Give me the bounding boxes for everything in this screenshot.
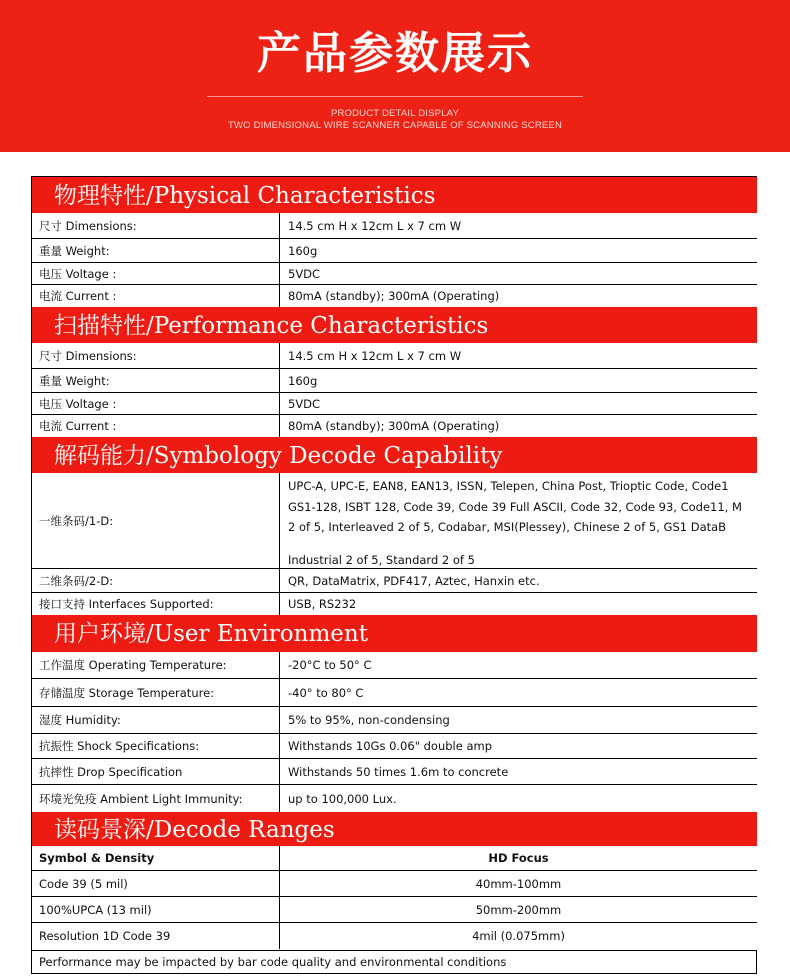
table-row [32,707,757,734]
row-value: 50mm-200mm [475,902,562,917]
symbology-line: Industrial 2 of 5, Standard 2 of 5 [288,552,475,567]
row-value: 5VDC [288,266,321,281]
row-label: 尺寸 Dimensions: [32,343,280,368]
symbology-line: GS1-128, ISBT 128, Code 39, Code 39 Full ASCII, Code 32, Code 93, Code11, M [288,499,742,514]
row-label: 电流 Current : [32,415,280,437]
row-label: 湿度 Humidity: [32,707,280,733]
table-row [32,415,757,437]
section-heading-symbology: 解码能力/Symbology Decode Capability [32,437,757,473]
row-value: 40mm-100mm [475,876,562,891]
table-row [32,369,757,393]
row-value: 4mil (0.075mm) [472,929,565,943]
column-header: HD Focus [488,851,549,865]
row-label: 电压 Voltage : [32,393,280,414]
table-row [32,897,757,923]
row-value: 14.5 cm H x 12cm L x 7 cm W [288,348,462,363]
row-label: Code 39 (5 mil) [32,871,280,896]
row-value: Withstands 10Gs 0.06" double amp [288,739,493,753]
header-banner [0,0,790,152]
table-row [32,393,757,415]
row-label: 重量 Weight: [32,239,280,262]
spacer [288,538,757,550]
table-row [32,343,757,369]
row-value: 14.5 cm H x 12cm L x 7 cm W [288,218,462,233]
row-value: USB, RS232 [288,597,357,611]
row-label: Resolution 1D Code 39 [32,923,280,949]
table-row [32,473,757,569]
row-value: Withstands 50 times 1.6m to concrete [288,764,509,779]
banner-subtitle-1: PRODUCT DETAIL DISPLAY [330,108,460,119]
banner-subtitle-2: TWO DIMENSIONAL WIRE SCANNER CAPABLE OF SCANNING SCREEN [227,120,563,131]
table-row [32,263,757,285]
section-heading-ranges: 读码景深/Decode Ranges [32,812,757,846]
row-value: 5VDC [288,396,321,411]
row-label: 抗振性 Shock Specifications: [32,734,280,758]
row-value: up to 100,000 Lux. [288,791,397,806]
footnote: Performance may be impacted by bar code quality and environmental conditions [32,950,757,974]
row-value: 80mA (standby); 300mA (Operating) [288,289,500,303]
spec-sheet [31,176,757,974]
column-header: Symbol & Density [32,846,280,870]
section-heading-environment: 用户环境/User Environment [32,615,757,652]
symbology-line: UPC-A, UPC-E, EAN8, EAN13, ISSN, Telepen, China Post, Trioptic Code, Code1 [288,479,729,493]
table-row [32,593,757,615]
table-row [32,923,757,949]
row-label: 接口支持 Interfaces Supported: [32,593,280,615]
row-value: 80mA (standby); 300mA (Operating) [288,419,500,433]
row-value: -20°C to 50° C [288,658,372,672]
table-header-row [32,846,757,871]
row-label: 一维条码/1-D: [32,473,280,568]
row-label: 100%UPCA (13 mil) [32,897,280,922]
row-label: 电压 Voltage : [32,263,280,284]
row-label: 抗摔性 Drop Specification [32,759,280,784]
section-heading-performance: 扫描特性/Performance Characteristics [32,307,757,343]
row-value: 5% to 95%, non-condensing [288,713,450,727]
table-row [32,785,757,812]
symbology-line: 2 of 5, Interleaved 2 of 5, Codabar, MSI(Plessey), Chinese 2 of 5, GS1 DataB [288,520,727,534]
table-row [32,759,757,785]
row-label: 重量 Weight: [32,369,280,392]
page-title: 产品参数展示 [257,28,533,79]
table-row [32,734,757,759]
table-row [32,239,757,263]
table-row [32,569,757,593]
row-value: -40° to 80° C [288,685,364,700]
table-row [32,652,757,679]
row-label: 环境光免疫 Ambient Light Immunity: [32,785,280,812]
row-label: 工作温度 Operating Temperature: [32,652,280,678]
banner-divider [207,96,583,97]
row-value: QR, DataMatrix, PDF417, Aztec, Hanxin etc. [288,573,540,588]
footnote-border [756,951,757,974]
row-label: 电流 Current : [32,285,280,307]
row-value: 160g [288,243,318,258]
table-row [32,285,757,307]
table-row [32,871,757,897]
row-value: 160g [288,373,318,388]
row-label: 二维条码/2-D: [32,569,280,592]
table-row [32,213,757,239]
row-label: 存储温度 Storage Temperature: [32,679,280,706]
table-row [32,679,757,707]
row-value-multiline [280,473,757,568]
section-heading-physical: 物理特性/Physical Characteristics [32,177,757,213]
row-label: 尺寸 Dimensions: [32,213,280,238]
